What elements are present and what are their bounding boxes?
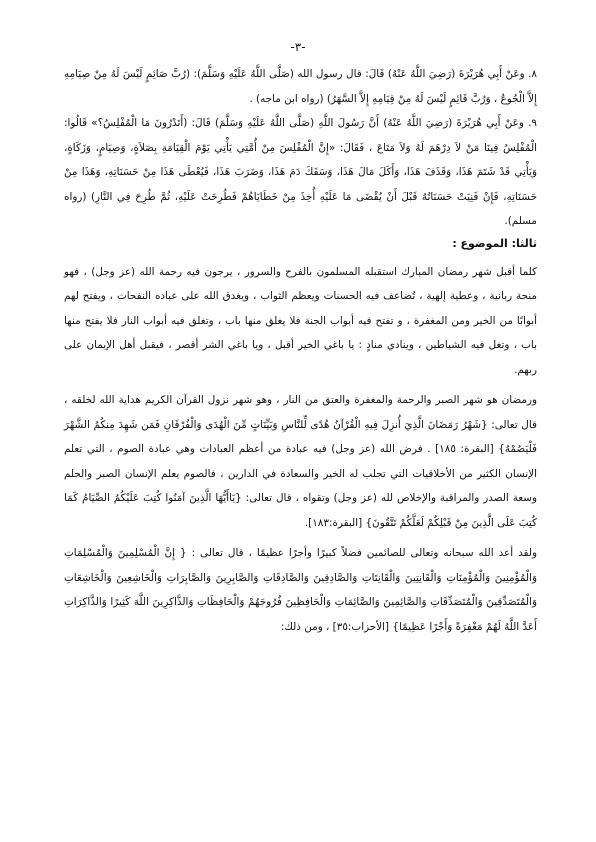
paragraph-ramadan-intro: كلما أقبل شهر رمضان المبارك استقبله المسلمون بالفرح والسرور ، يرجون فيه رحمة الله (عز وجل) ، فهو منحة ربانية ، وعطية إلهية ، تُضاعف فيه الحسنات ويعظم الثواب ، ويغدق الله على عباده النفحات ، ويفتح لهم أبوابًا من الخير ومن المغفرة ، و تفتح فيه أبواب الجنة فلا يغلق منها باب ، وتغلق فيه أبواب النار فلا يفتح منها باب ، وتغل فيه الشياطين ، وينادي منادٍ : يا باغي الخير أقبل ، ويا باغي الشر أقصر ، فيقبل أهل الإيمان على ربهم. — [64, 265, 537, 376]
paragraph-ramadan-month: ورمضان هو شهر الصبر والرحمة والمغفرة والعتق من النار ، وهو شهر نزول القرآن الكريم هداية الله لخلقه ، قال تعالى: {شَهْرُ رَمَضَانَ الَّذِيَ أُنزِلَ فِيهِ الْقُرْآنُ هُدًى لِّلنَّاسِ وَبَيِّنَاتٍ مِّنَ الْهُدَى وَالْفُرْقَانِ فَمَن شَهِدَ مِنكُمُ الشَّهْرَ فَلْيَصُمْهُ} [البقرة: ١٨٥] . فرض الله (عز وجل) فيه عبادة من أعظم العبادات وهي عبادة الصوم ، التي تعلم الإنسان الكثير من الأخلاقيات التي تجلب له الخير والسعادة في الدارين ، فالصوم يعلم الإنسان الصبر والحلم وسعة الصدر والمراقبة والإخلاص لله (عز وجل) وتقواه ، قال تعالى: {يَاأَيُّهَا الَّذِينَ آمَنُوا كُتِبَ عَلَيْكُمُ الصِّيَامُ كَمَا كُتِبَ عَلَى الَّذِينَ مِنْ قَبْلِكُمْ لَعَلَّكُمْ تَتَّقُونَ} [البقرة:١٨٣]. — [64, 394, 537, 529]
page-body — [64, 62, 537, 639]
hadith-8: ٨. وعَنْ أَبِي هُرَيْرَةَ (رَضِيَ اللَّهُ عَنْهُ) قَالَ: قال رسول الله (صَلَّى اللَّهُ عَلَيْهِ وَسَلَّمَ): (رُبَّ صَائِمٍ لَيْسَ لَهُ مِنْ صِيَامِهِ إِلاَّ الْجُوعُ ، وَرُبَّ قَائِمٍ لَيْسَ لَهُ مِنْ قِيَامِهِ إِلاَّ السَّهَرُ) (رواه ابن ماجه) . — [64, 68, 537, 105]
page-number: -٣- — [290, 40, 306, 54]
paragraph-reward: ولقد أعد الله سبحانه وتعالى للصائمين فضلاً كبيرًا وأجرًا عظيمًا ، قال تعالى : { إِنَّ الْمُسْلِمِينَ وَالْمُسْلِمَاتِ وَالْمُؤْمِنِينَ وَالْمُؤْمِنَاتِ وَالْقَانِتِينَ وَالْقَانِتَاتِ وَالصَّادِقِينَ وَالصَّادِقَاتِ وَالصَّابِرِينَ وَالصَّابِرَاتِ وَالْخَاشِعِينَ وَالْخَاشِعَاتِ وَالْمُتَصَدِّقِينَ وَالْمُتَصَدِّقَاتِ وَالصَّائِمِينَ وَالصَّائِمَاتِ وَالْحَافِظِينَ فُرُوجَهُمْ وَالْحَافِظَاتِ وَالذَّاكِرِينَ اللَّهَ كَثِيرًا وَالذَّاكِرَاتِ أَعَدَّ اللَّهُ لَهُمْ مَغْفِرَةً وَأَجْرًا عَظِيمًا} [الأحزاب:٣٥] ، ومن ذلك: — [64, 547, 537, 633]
section-heading: ثالثا: الموضوع : — [452, 236, 537, 250]
hadith-9: ٩. وعَنْ أَبِي هُرَيْرَةَ (رَضِيَ اللَّهُ عَنْهُ) أَنَّ رَسُولَ اللَّهِ (صَلَّى اللَّهُ عَلَيْهِ وَسَلَّمَ) قَالَ: (أَتَدْرُونَ مَا الْمُفْلِسُ؟» قَالُوا: الْمُفْلِسُ فِينَا مَنْ لاَ دِرْهَمَ لَهُ وَلاَ مَتَاعَ ، فَقَالَ: «إِنَّ الْمُفْلِسَ مِنْ أُمَّتِي يَأْتِي يَوْمَ الْقِيَامَةِ بِصَلاَةٍ، وَصِيَامٍ، وَزَكَاةٍ، وَيَأْتِي قَدْ شَتَمَ هَذَا، وَقَذَفَ هَذَا، وَأَكَلَ مَالَ هَذَا، وَسَفَكَ دَمَ هَذَا، وَضَرَبَ هَذَا، فَيُعْطَى هَذَا مِنْ حَسَنَاتِهِ، وَهَذَا مِنْ حَسَنَاتِهِ، فَإِنْ فَنِيَتْ حَسَنَاتُهُ قَبْلَ أَنْ يُقْضَى مَا عَلَيْهِ أُخِذَ مِنْ خَطَايَاهُمْ فَطُرِحَتْ عَلَيْهِ، ثُمَّ طُرِحَ فِي النَّارِ) (رواه مسلم). — [64, 117, 537, 227]
